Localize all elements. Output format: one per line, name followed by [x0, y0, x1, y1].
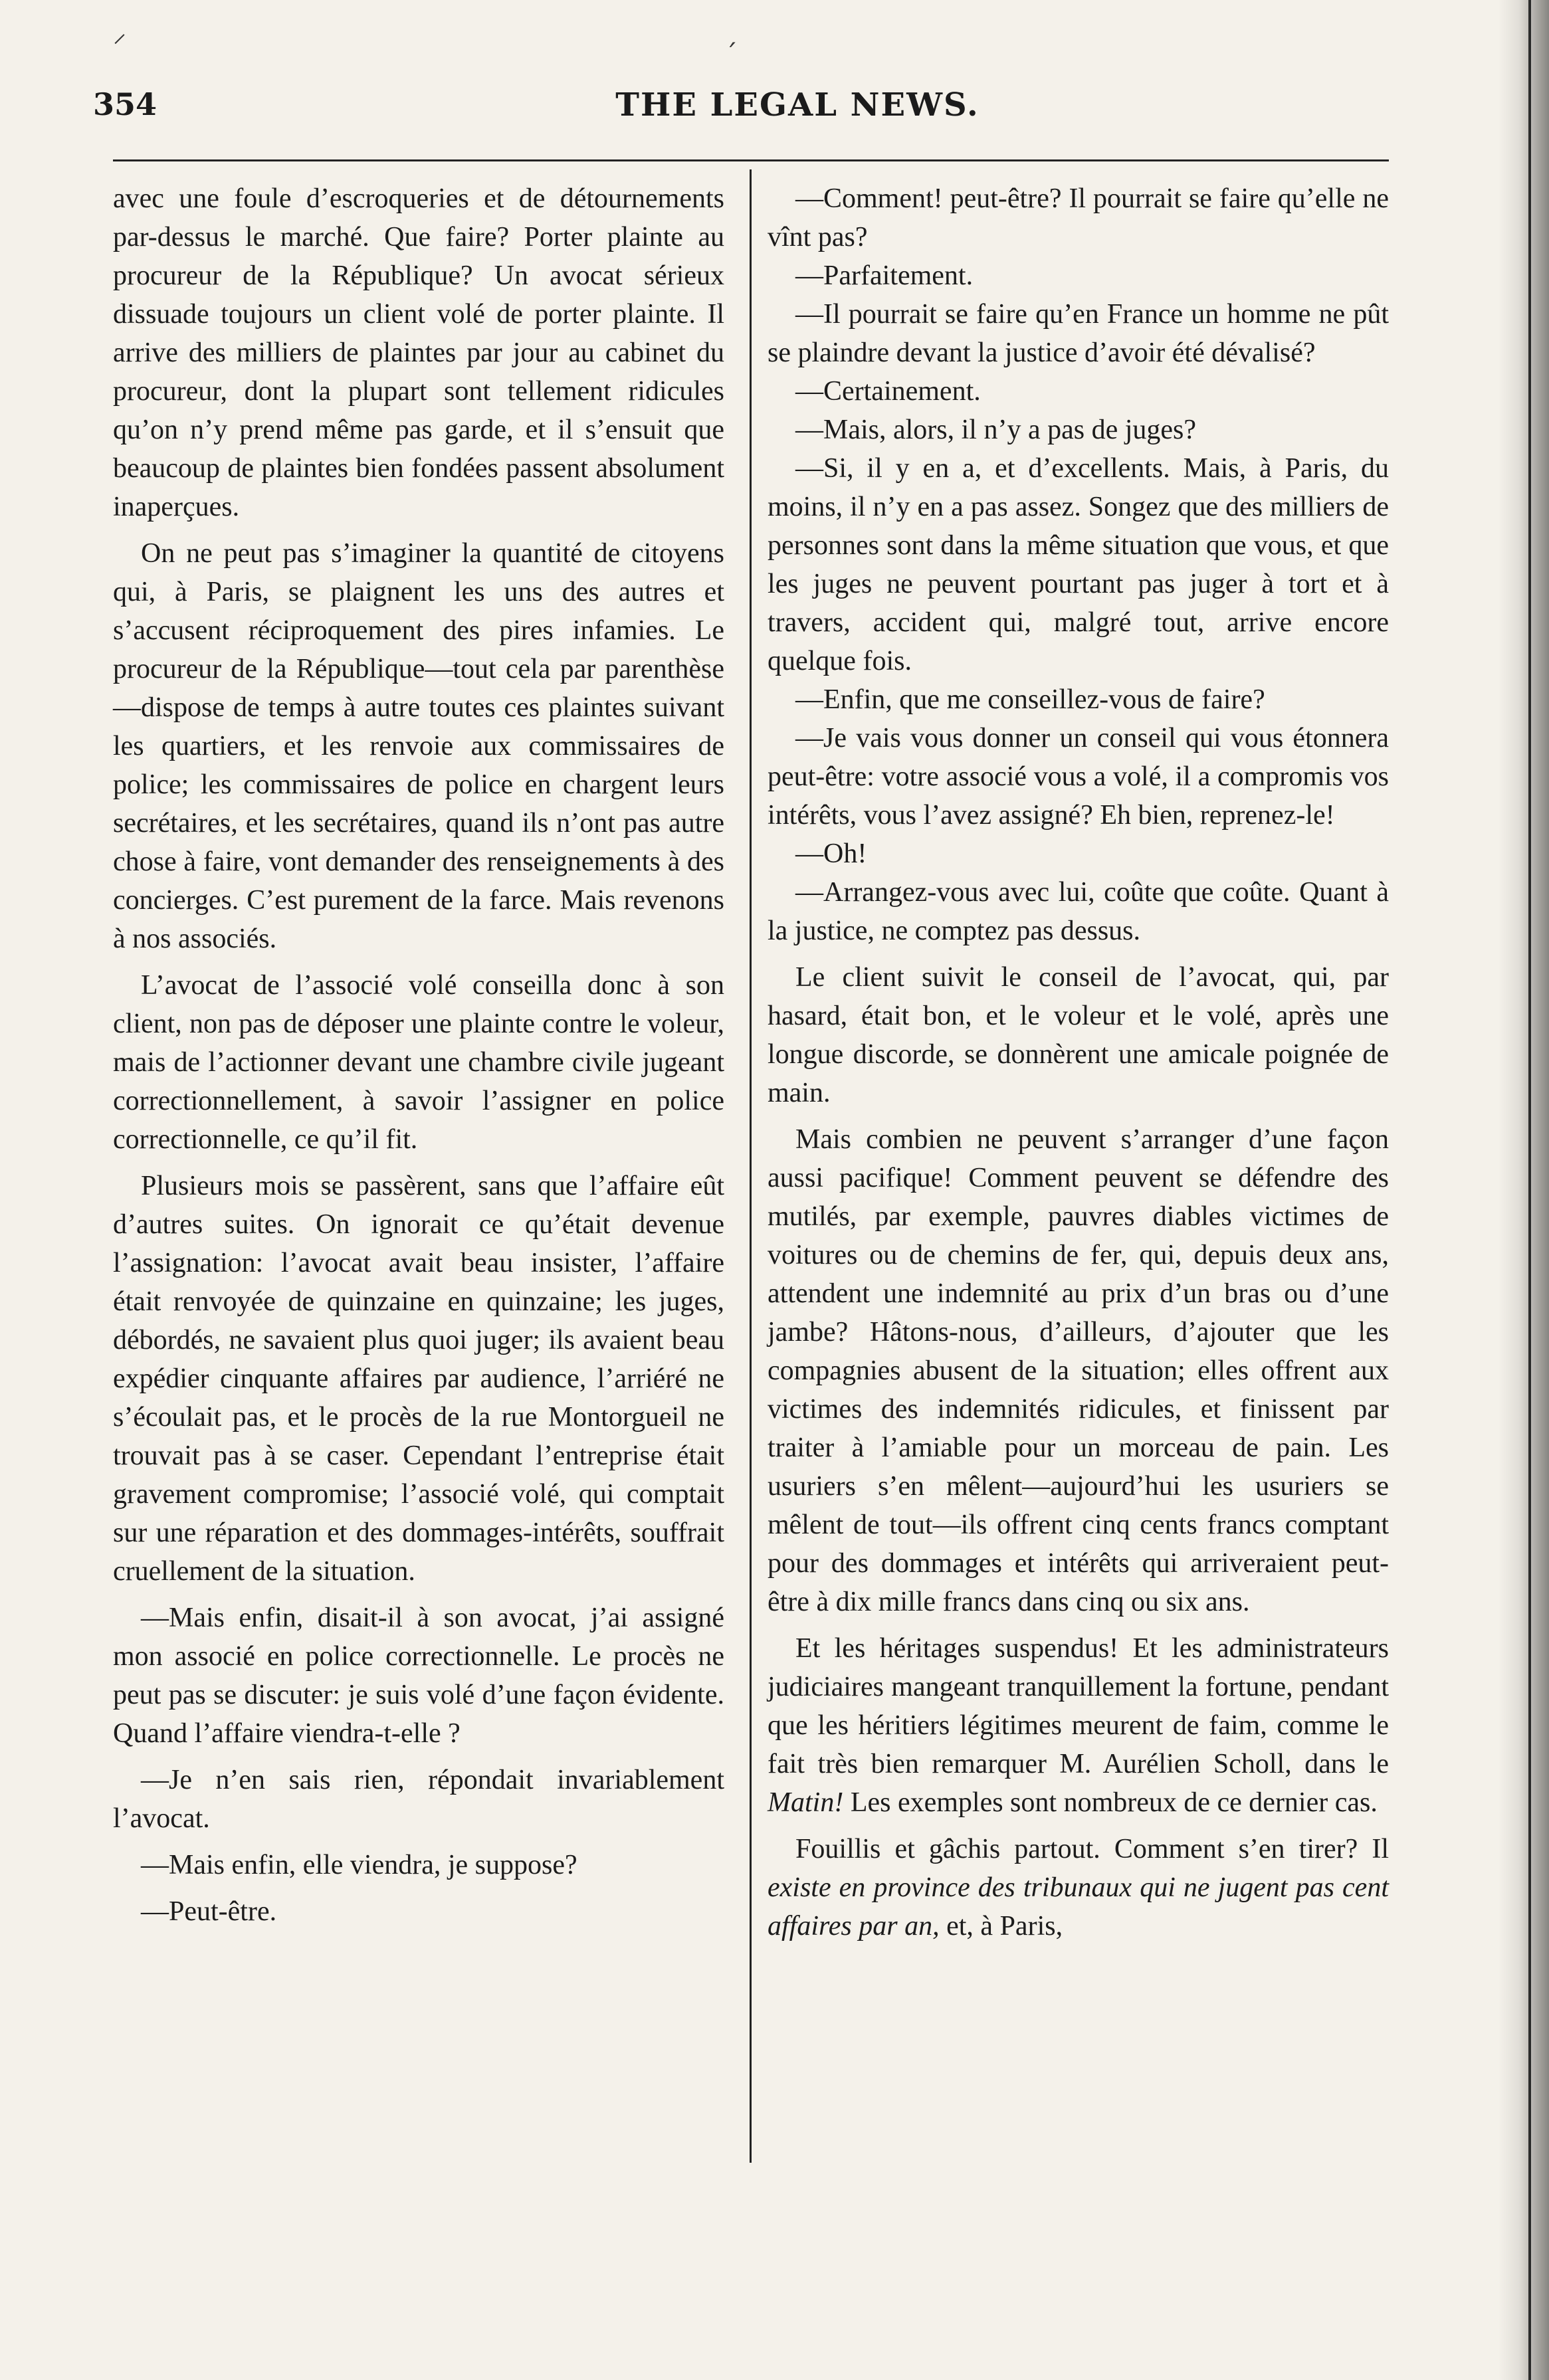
- paragraph-text: Et les héritages suspendus! Et les administrateurs judiciaires mangeant tranquillement la fortune, pendant que les héritiers légitimes meurent de faim, comme le fait très bien remarquer M. Aurélien Scholl, dans le: [768, 1633, 1389, 1779]
- dialogue-line: —Peut-être.: [141, 1896, 277, 1927]
- column-divider: [750, 169, 752, 2163]
- dialogue-line: —Comment! peut-être? Il pourrait se faire qu’elle ne vînt pas?: [768, 183, 1389, 252]
- paragraph-text: Fouillis et gâchis partout. Comment s’en tirer? Il: [795, 1834, 1389, 1864]
- binding-shadow: [1498, 0, 1549, 2380]
- paragraph: Plusieurs mois se passèrent, sans que l’affaire eût d’autres suites. On ignorait ce qu’était devenue l’assignation: l’avocat avait beau insister, l’affaire était renvoyée de quinzaine en quinzaine; les juges, débordés, ne savaient plus quoi juger; ils avaient beau expédier cinquante affaires par audience, l’arriéré ne s’écoulait pas, et le procès de la rue Montorgueil ne trouvait pas à se caser. Cependant l’entreprise était gravement compromise; l’associé volé, qui comptait sur une réparation et des dommages-intérêts, souffrait cruellement de la situation.: [113, 1171, 724, 1587]
- left-column: [113, 179, 724, 1939]
- ink-speck: ˊ: [724, 40, 738, 70]
- dialogue-line: —Mais, alors, il n’y a pas de juges?: [795, 415, 1197, 445]
- binding-edge: [1528, 0, 1531, 2380]
- paragraph-text: Les exemples sont nombreux de ce dernier cas.: [843, 1787, 1378, 1818]
- dialogue-line: —Mais enfin, disait-il à son avocat, j’ai assigné mon associé en police correctionnelle. Le procès ne peut pas se discuter: je suis volé d’une façon évidente. Quand l’affaire viendra-t-elle ?: [113, 1603, 724, 1749]
- dialogue-line: —Mais enfin, elle viendra, je suppose?: [141, 1850, 577, 1880]
- newspaper-title-italic: Matin!: [768, 1787, 844, 1818]
- paragraph-text: et, à Paris,: [939, 1911, 1063, 1941]
- dialogue-line: —Certainement.: [795, 376, 981, 407]
- paragraph: [768, 1830, 1389, 1945]
- dialogue-line: —Il pourrait se faire qu’en France un homme ne pût se plaindre devant la justice d’avoir été dévalisé?: [768, 299, 1389, 368]
- dialogue-line: —Arrangez-vous avec lui, coûte que coûte. Quant à la justice, ne comptez pas dessus.: [768, 877, 1389, 946]
- dialogue-line: —Parfaitement.: [795, 260, 974, 291]
- ink-speck: ⸝: [113, 18, 126, 49]
- paragraph: [768, 1629, 1389, 1822]
- paragraph: Le client suivit le conseil de l’avocat, qui, par hasard, était bon, et le voleur et le volé, après une longue discorde, se donnèrent une amicale poignée de main.: [768, 962, 1389, 1108]
- paragraph: Mais combien ne peuvent s’arranger d’une façon aussi pacifique! Comment peuvent se défendre des mutilés, par exemple, pauvres diables victimes de voitures ou de chemins de fer, qui, depuis deux ans, attendent une indemnité au prix d’un bras ou d’une jambe? Hâtons-nous, d’ailleurs, d’ajouter que les compagnies abusent de la situation; elles offrent aux victimes des indemnités ridicules, et finissent par traiter à l’amiable pour un morceau de pain. Les usuriers s’en mêlent—aujourd’hui les usuriers se mêlent de tout—ils offrent cinq cents francs comptant pour des dommages et intérêts qui arriveraient peut-être à dix mille francs dans cinq ou six ans.: [768, 1124, 1389, 1617]
- paragraph: On ne peut pas s’imaginer la quantité de citoyens qui, à Paris, se plaignent les uns des autres et s’accusent réciproquement des pires infamies. Le procureur de la République—tout cela par parenthèse—dispose de temps à autre toutes ces plaintes suivant les quartiers, et les renvoie aux commissaires de police; les commissaires de police en chargent leurs secrétaires, et les secrétaires, quand ils n’ont pas autre chose à faire, vont demander des renseignements à des concierges. C’est purement de la farce. Mais revenons à nos associés.: [113, 538, 724, 954]
- paragraph: avec une foule d’escroqueries et de détournements par-dessus le marché. Que faire? Porter plainte au procureur de la République? Un avocat sérieux dissuade toujours un client volé de porter plainte. Il arrive des milliers de plaintes par jour au cabinet du procureur, dont la plupart sont tellement ridicules qu’on n’y prend même pas garde, et il s’ensuit que beaucoup de plaintes bien fondées passent absolument inaperçues.: [113, 183, 724, 522]
- dialogue-line: —Oh!: [795, 839, 867, 869]
- header-rule: [113, 159, 1389, 161]
- right-column: [768, 179, 1389, 1953]
- journal-title: THE LEGAL NEWS.: [615, 86, 980, 124]
- dialogue-line: —Enfin, que me conseillez-vous de faire?: [795, 684, 1265, 715]
- dialogue-line: —Si, il y en a, et d’excellents. Mais, à Paris, du moins, il n’y en a pas assez. Songez que des milliers de personnes sont dans la même situation que vous, et que les juges ne peuvent pourtant pas juger à tort et à travers, accident qui, malgré tout, arrive encore quelque fois.: [768, 453, 1389, 676]
- italic-quotation: existe en province des tribunaux qui ne jugent pas cent affaires par an,: [768, 1872, 1389, 1941]
- page-header: [93, 86, 1422, 133]
- paragraph: L’avocat de l’associé volé conseilla donc à son client, non pas de déposer une plainte contre le voleur, mais de l’actionner devant une chambre civile jugeant correctionnellement, à savoir l’assigner en police correctionnelle, ce qu’il fit.: [113, 970, 724, 1155]
- page-number: 354: [93, 86, 157, 122]
- dialogue-line: —Je n’en sais rien, répondait invariablement l’avocat.: [113, 1765, 724, 1834]
- dialogue-line: —Je vais vous donner un conseil qui vous étonnera peut-être: votre associé vous a volé, il a compromis vos intérêts, vous l’avez assigné? Eh bien, reprenez-le!: [768, 723, 1389, 831]
